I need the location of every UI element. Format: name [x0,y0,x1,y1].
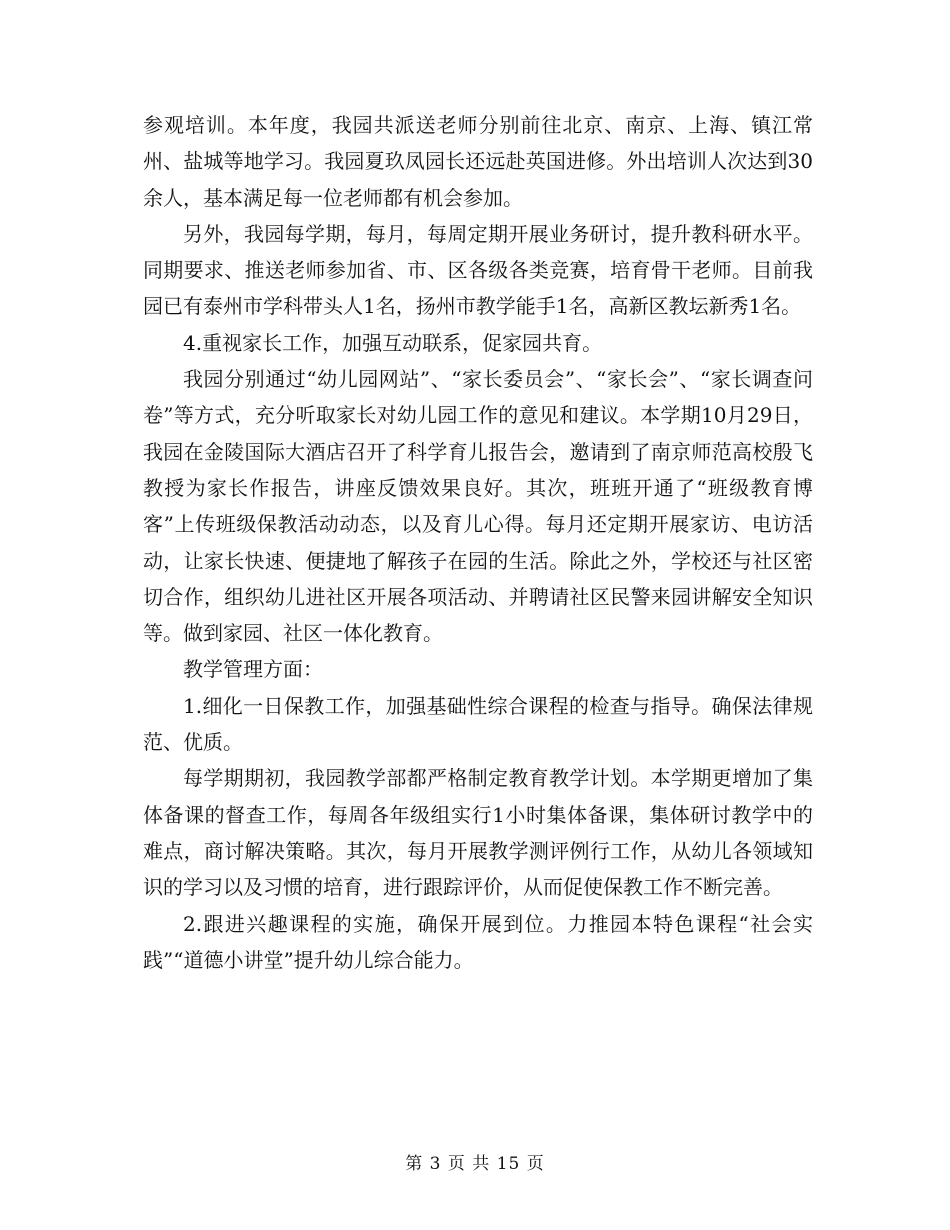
paragraph-parents: 我园分别通过“幼儿园网站”、“家长委员会”、“家长会”、“家长调查问卷”等方式，充分听取家长对幼儿园工作的意见和建议。本学期10月29日，我园在金陵国际大酒店召开了科学育儿报告会，邀请到了南京师范高校殷飞教授为家长作报告，讲座反馈效果良好。其次，班班开通了“班级教育博客”上传班级保教活动动态，以及育儿心得。每月还定期开展家访、电访活动，让家长快速、便捷地了解孩子在园的生活。除此之外，学校还与社区密切合作，组织幼儿进社区开展各项活动、并聘请社区民警来园讲解安全知识等。做到家园、社区一体化教育。 [143,367,813,646]
paragraph-research: 另外，我园每学期，每月，每周定期开展业务研讨，提升教科研水平。同期要求、推送老师参加省、市、区各级各类竞赛，培育骨干老师。目前我园已有泰州市学科带头人1名，扬州市教学能手1名，高新区教坛新秀1名。 [143,221,813,319]
page-footer: 第 3 页 共 15 页 [405,1154,545,1174]
section-heading-interest-courses: 2.跟进兴趣课程的实施，确保开展到位。力推园本特色课程“社会实践”“道德小讲堂”提升幼儿综合能力。 [143,911,813,972]
paragraph-teaching-plan: 每学期期初，我园教学部都严格制定教育教学计划。本学期更增加了集体备课的督查工作，每周各年级组实行1小时集体备课，集体研讨教学中的难点，商讨解决策略。其次，每月开展教学测评例行工作，从幼儿各领域知识的学习以及习惯的培育，进行跟踪评价，从而促使保教工作不断完善。 [143,766,813,900]
section-heading-daily-care: 1.细化一日保教工作，加强基础性综合课程的检查与指导。确保法律规范、优质。 [143,693,813,755]
section-heading-parents: 4.重视家长工作，加强互动联系，促家园共育。 [183,330,603,355]
paragraph-continued: 参观培训。本年度，我园共派送老师分别前往北京、南京、上海、镇江常州、盐城等地学习。我园夏玖凤园长还远赴英国进修。外出培训人次达到30余人，基本满足每一位老师都有机会参加。 [143,113,813,210]
document-body [143,107,813,978]
section-heading-teaching: 教学管理方面： [183,657,323,682]
